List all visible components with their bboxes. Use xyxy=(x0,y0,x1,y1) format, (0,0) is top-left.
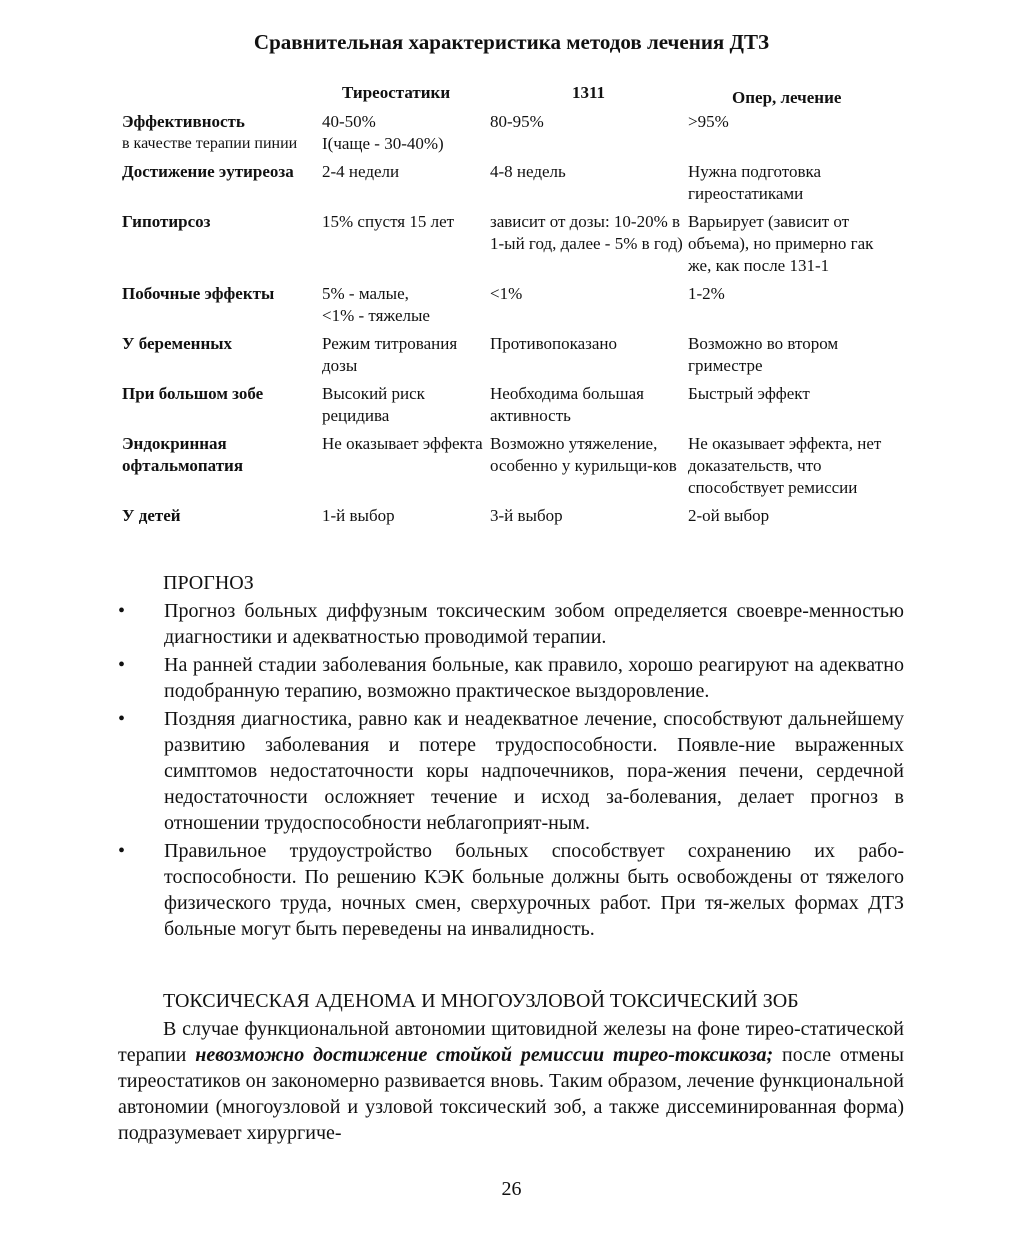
cell-thyreostatics: Режим титрования дозы xyxy=(322,334,458,375)
row-label: При большом зобе xyxy=(122,384,264,403)
list-item: • На ранней стадии заболевания больные, как правило, хорошо реагируют на адекватно подобранную терапию, возможно практическое выздоровление. xyxy=(118,652,904,704)
table-row xyxy=(120,333,890,383)
list-item: • Поздняя диагностика, равно как и неадекватное лечение, способствуют дальнейшему развитию заболевания и потере трудоспособности. Появле-ние выраженных симптомов недостаточности коры надпочечников, пора-жения печени, сердечной недостаточности осложняет течение и исход за-болевания, делает прогноз в отношении трудоспособности неблагоприят-ным. xyxy=(118,706,904,836)
cell-iodine: 80-95% xyxy=(490,112,544,131)
row-label: Эффективность xyxy=(122,112,245,131)
cell-surgery: Быстрый эффект xyxy=(688,384,810,403)
cell-iodine: <1% xyxy=(490,284,523,303)
row-label: Гипотирсоз xyxy=(122,212,211,231)
cell-iodine: Возможно утяжеление, особенно у курильщи-ков xyxy=(490,434,677,475)
comparison-table xyxy=(120,82,890,533)
cell-thyreostatics: 15% спустя 15 лет xyxy=(322,212,455,231)
cell-surgery: 1-2% xyxy=(688,284,725,303)
cell-surgery: Нужна подготовка гиреостатиками xyxy=(688,162,822,203)
cell-thyreostatics: 40-50% I(чаще - 30-40%) xyxy=(322,112,444,153)
adenoma-heading: ТОКСИЧЕСКАЯ АДЕНОМА И МНОГОУЗЛОВОЙ ТОКСИЧЕСКИЙ ЗОБ xyxy=(163,990,799,1012)
cell-thyreostatics: 2-4 недели xyxy=(322,162,400,181)
table-row xyxy=(120,505,890,533)
header-empty xyxy=(120,82,320,111)
list-item: • Прогноз больных диффузным токсическим зобом определяется своевре-менностью диагностики и адекватностью проводимой терапии. xyxy=(118,598,904,650)
adenoma-paragraph xyxy=(118,1016,904,1146)
cell-iodine: зависит от дозы: 10-20% в 1-ый год, далее - 5% в год) xyxy=(490,212,683,253)
row-label: У беременных xyxy=(122,334,233,353)
paragraph-text-end: после отмены тиреостатиков он закономерно развивается вновь. Таким образом, лечение функциональной автономии (многоузловой и узловой токсический зоб, а также диссеминированная форма) подразумевает хирургиче- xyxy=(118,1044,904,1144)
row-sublabel: в качестве терапии пинии xyxy=(122,135,298,152)
page-title: Сравнительная характеристика методов лечения ДТЗ xyxy=(253,30,770,54)
paragraph-emphasis: невозможно достижение стойкой ремиссии тирео-токсикоза; xyxy=(195,1044,774,1066)
cell-iodine: Противопоказано xyxy=(490,334,617,353)
cell-iodine: Необходима большая активность xyxy=(490,384,644,425)
table-row xyxy=(120,211,890,283)
table-row xyxy=(120,383,890,433)
cell-iodine: 3-й выбор xyxy=(490,506,563,525)
paragraph-text-start: В случае функциональной автономии щитовидной железы на фоне тирео-статической терапии xyxy=(118,1018,904,1066)
prognosis-section xyxy=(118,598,904,944)
header-surgery: Опер, лечение xyxy=(732,88,842,107)
table-row xyxy=(120,433,890,505)
cell-thyreostatics: Высокий риск рецидива xyxy=(322,384,425,425)
cell-surgery: Варьирует (зависит от объема), но примерно гак же, как после 131-1 xyxy=(688,212,874,275)
row-label: Эндокринная офтальмопатия xyxy=(122,434,244,475)
cell-surgery: >95% xyxy=(688,112,729,131)
cell-surgery: 2-ой выбор xyxy=(688,506,770,525)
table-row xyxy=(120,283,890,333)
row-label: У детей xyxy=(122,506,181,525)
prognosis-heading: ПРОГНОЗ xyxy=(163,572,254,594)
table-header-row xyxy=(120,82,890,111)
cell-surgery: Возможно во втором гриместре xyxy=(688,334,839,375)
table-row xyxy=(120,161,890,211)
header-iodine: 1311 xyxy=(572,83,606,102)
row-label: Побочные эффекты xyxy=(122,284,275,303)
table-row xyxy=(120,111,890,161)
cell-iodine: 4-8 недель xyxy=(490,162,566,181)
header-thyreostatics: Тиреостатики xyxy=(342,83,451,102)
list-item: • Правильное трудоустройство больных способствует сохранению их рабо-тоспособности. По решению КЭК больные должны быть освобождены от тяжелого физического труда, ночных смен, сверхурочных работ. При тя-желых формах ДТЗ больные могут быть переведены на инвалидность. xyxy=(118,838,904,942)
prognosis-list xyxy=(118,598,904,942)
cell-thyreostatics: 5% - малые, <1% - тяжелые xyxy=(322,284,430,325)
cell-thyreostatics: 1-й выбор xyxy=(322,506,395,525)
cell-thyreostatics: Не оказывает эффекта xyxy=(322,434,483,453)
row-label: Достижение эутиреоза xyxy=(122,162,294,181)
page-number: 26 xyxy=(501,1178,522,1200)
cell-surgery: Не оказывает эффекта, нет доказательств, что способствует ремиссии xyxy=(688,434,882,497)
